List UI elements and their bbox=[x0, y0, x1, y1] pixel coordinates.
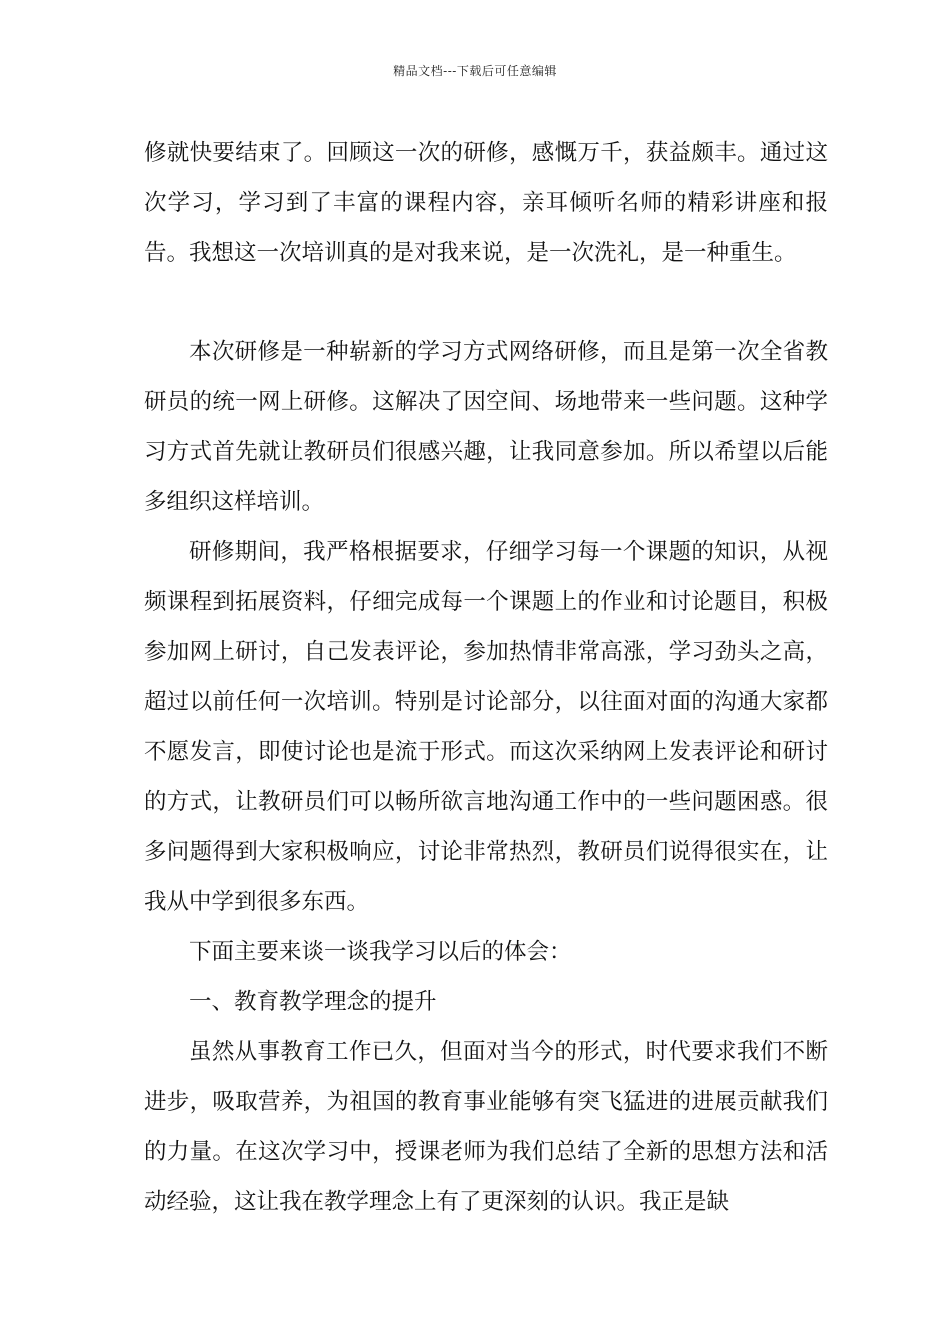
page-header: 精品文档---下载后可任意编辑 bbox=[393, 64, 557, 78]
paragraph-intro-reflections: 下面主要来谈一谈我学习以后的体会： bbox=[189, 939, 572, 965]
paragraph-continuation: 修就快要结束了。回顾这一次的研修，感慨万千，获益颇丰。通过这次学习，学习到了丰富的课程内容，亲耳倾听名师的精彩讲座和报告。我想这一次培训真的是对我来说，是一次洗礼，是一种重生。 bbox=[144, 140, 828, 266]
paragraph-online-training: 本次研修是一种崭新的学习方式网络研修，而且是第一次全省教研员的统一网上研修。这解决了因空间、场地带来一些问题。这种学习方式首先就让教研员们很感兴趣，让我同意参加。所以希望以后能多组织这样培训。 bbox=[144, 339, 828, 515]
section-heading-1: 一、教育教学理念的提升 bbox=[189, 989, 437, 1015]
document-body bbox=[144, 128, 828, 1227]
paragraph-teaching-philosophy: 虽然从事教育工作已久，但面对当今的形式，时代要求我们不断进步，吸取营养，为祖国的教育事业能够有突飞猛进的进展贡献我们的力量。在这次学习中，授课老师为我们总结了全新的思想方法和活动经验，这让我在教学理念上有了更深刻的认识。我正是缺 bbox=[144, 1039, 828, 1215]
paragraph-training-period: 研修期间，我严格根据要求，仔细学习每一个课题的知识，从视频课程到拓展资料，仔细完成每一个课题上的作业和讨论题目，积极参加网上研讨，自己发表评论，参加热情非常高涨，学习劲头之高，超过以前任何一次培训。特别是讨论部分，以往面对面的沟通大家都不愿发言，即使讨论也是流于形式。而这次采纳网上发表评论和研讨的方式，让教研员们可以畅所欲言地沟通工作中的一些问题困惑。很多问题得到大家积极响应，讨论非常热烈，教研员们说得很实在，让我从中学到很多东西。 bbox=[144, 539, 828, 915]
